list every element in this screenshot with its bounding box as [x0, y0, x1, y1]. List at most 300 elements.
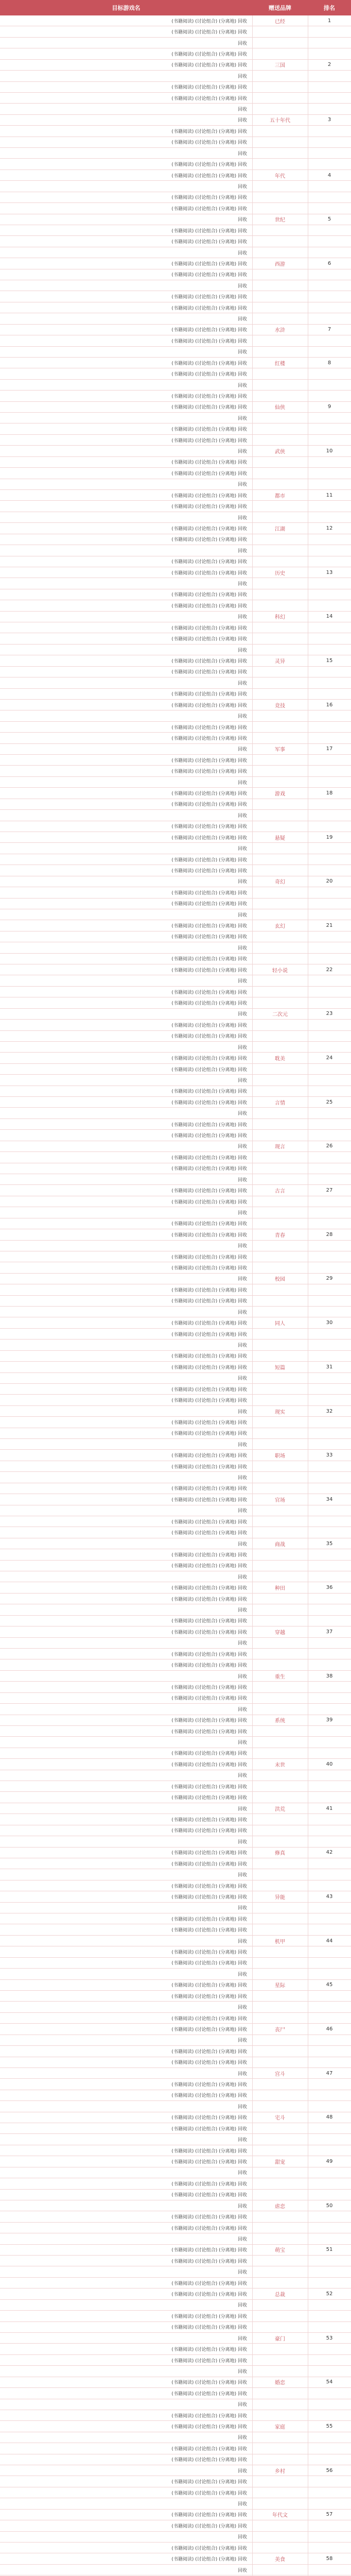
row-game-name: (书籍阅读) (讨论组合) (分离地) 回收 — [0, 1682, 252, 1692]
row-brand — [252, 2035, 308, 2046]
row-game-name: 回收 — [0, 1207, 252, 1218]
row-rank: 12 — [308, 523, 351, 534]
row-game-name: (书籍阅读) (讨论组合) (分离地) 回收 — [0, 402, 252, 413]
row-game-name: (书籍阅读) (讨论组合) (分离地) 回收 — [0, 899, 252, 909]
row-brand — [252, 126, 308, 137]
row-rank — [308, 2266, 351, 2277]
row-rank — [308, 1659, 351, 1670]
row-rank — [308, 203, 351, 214]
row-brand — [252, 1913, 308, 1924]
row-game-name: 回收 — [0, 1141, 252, 1152]
row-brand — [252, 2211, 308, 2222]
row-game-name: (书籍阅读) (讨论组合) (分离地) 回收 — [0, 1196, 252, 1207]
row-brand — [252, 2266, 308, 2277]
row-brand: 灵异 — [252, 655, 308, 666]
row-rank — [308, 2366, 351, 2377]
row-brand — [252, 710, 308, 721]
row-rank: 35 — [308, 1538, 351, 1549]
row-brand: 美食 — [252, 2553, 308, 2564]
row-game-name: 回收 — [0, 677, 252, 688]
row-brand — [252, 1075, 308, 1086]
row-brand — [252, 391, 308, 401]
row-brand — [252, 1351, 308, 1362]
row-brand — [252, 1163, 308, 1174]
row-brand — [252, 600, 308, 611]
row-brand — [252, 291, 308, 302]
row-brand — [252, 2190, 308, 2200]
row-game-name: (书籍阅读) (讨论组合) (分离地) 回收 — [0, 1792, 252, 1803]
row-brand: 总裁 — [252, 2289, 308, 2299]
row-game-name: 回收 — [0, 1174, 252, 1185]
row-game-name: (书籍阅读) (讨论组合) (分离地) 回收 — [0, 82, 252, 93]
row-brand: 短篇 — [252, 1362, 308, 1372]
row-rank — [308, 1108, 351, 1118]
row-brand: 世纪 — [252, 214, 308, 225]
row-brand — [252, 48, 308, 59]
row-rank: 34 — [308, 1494, 351, 1505]
row-game-name: (书籍阅读) (讨论组合) (分离地) 回收 — [0, 2421, 252, 2432]
row-brand: 古言 — [252, 1185, 308, 1196]
row-game-name: (书籍阅读) (讨论组合) (分离地) 回收 — [0, 225, 252, 236]
row-rank: 36 — [308, 1583, 351, 1594]
row-game-name: (书籍阅读) (讨论组合) (分离地) 回收 — [0, 832, 252, 843]
row-brand: 仙侠 — [252, 402, 308, 413]
row-rank: 38 — [308, 1671, 351, 1682]
row-rank — [308, 1351, 351, 1362]
row-game-name: (书籍阅读) (讨论组合) (分离地) 回收 — [0, 722, 252, 733]
row-rank — [308, 2443, 351, 2454]
row-rank: 41 — [308, 1803, 351, 1814]
row-rank — [308, 987, 351, 997]
row-rank — [308, 1825, 351, 1836]
row-brand — [252, 2057, 308, 2068]
row-brand: 耽美 — [252, 1053, 308, 1063]
row-brand — [252, 313, 308, 324]
row-rank — [308, 1340, 351, 1350]
row-rank: 53 — [308, 2333, 351, 2344]
row-game-name: (书籍阅读) (讨论组合) (分离地) 回收 — [0, 987, 252, 997]
row-game-name: (书籍阅读) (讨论组合) (分离地) 回收 — [0, 2112, 252, 2123]
row-rank — [308, 1869, 351, 1880]
row-game-name: (书籍阅读) (讨论组合) (分离地) 回收 — [0, 997, 252, 1008]
row-brand — [252, 689, 308, 700]
row-game-name: 回收 — [0, 975, 252, 986]
row-rank: 48 — [308, 2112, 351, 2123]
row-game-name: 回收 — [0, 2068, 252, 2079]
row-game-name: (书籍阅读) (讨论组合) (分离地) 回收 — [0, 1549, 252, 1560]
row-rank — [308, 2035, 351, 2046]
row-rank: 22 — [308, 964, 351, 975]
row-rank — [308, 2090, 351, 2101]
row-game-name: (书籍阅读) (讨论组合) (分离地) 回收 — [0, 1693, 252, 1704]
row-rank — [308, 578, 351, 589]
row-game-name: (书籍阅读) (讨论组合) (分离地) 回收 — [0, 2024, 252, 2035]
row-game-name: (书籍阅读) (讨论组合) (分离地) 回收 — [0, 622, 252, 633]
row-game-name: (书籍阅读) (讨论组合) (分离地) 回收 — [0, 325, 252, 335]
row-rank — [308, 534, 351, 545]
row-brand — [252, 435, 308, 446]
row-brand — [252, 2322, 308, 2333]
row-rank: 26 — [308, 1141, 351, 1152]
row-game-name: (书籍阅读) (讨论组合) (分离地) 回收 — [0, 26, 252, 37]
row-brand: 种田 — [252, 1583, 308, 1594]
row-brand — [252, 2543, 308, 2553]
row-game-name: (书籍阅读) (讨论组合) (分离地) 回收 — [0, 1825, 252, 1836]
row-rank: 9 — [308, 402, 351, 413]
row-game-name: 回收 — [0, 380, 252, 391]
row-game-name: 回收 — [0, 1472, 252, 1483]
row-rank — [308, 622, 351, 633]
row-brand — [252, 1880, 308, 1891]
row-game-name: 回收 — [0, 2565, 252, 2575]
row-brand — [252, 645, 308, 655]
row-rank — [308, 2145, 351, 2156]
row-game-name: 回收 — [0, 1604, 252, 1615]
row-brand: 官场 — [252, 1494, 308, 1505]
row-rank — [308, 2002, 351, 2012]
row-game-name: (书籍阅读) (讨论组合) (分离地) 回收 — [0, 269, 252, 280]
row-game-name: (书籍阅读) (讨论组合) (分离地) 回收 — [0, 2245, 252, 2256]
row-rank — [308, 1461, 351, 1472]
row-rank — [308, 1241, 351, 1251]
row-brand: 商战 — [252, 1538, 308, 1549]
row-rank — [308, 2454, 351, 2465]
row-rank: 32 — [308, 1406, 351, 1417]
row-brand — [252, 413, 308, 423]
row-brand — [252, 2090, 308, 2101]
row-rank — [308, 1119, 351, 1130]
row-brand — [252, 1925, 308, 1936]
row-rank: 23 — [308, 1009, 351, 1020]
row-game-name: (书籍阅读) (讨论组合) (分离地) 回收 — [0, 2013, 252, 2024]
row-game-name: (书籍阅读) (讨论组合) (分离地) 回收 — [0, 1119, 252, 1130]
row-rank: 45 — [308, 1980, 351, 1991]
row-brand — [252, 2123, 308, 2134]
row-game-name: 回收 — [0, 1737, 252, 1748]
row-brand — [252, 302, 308, 313]
row-game-name: 回收 — [0, 942, 252, 953]
row-rank — [308, 424, 351, 435]
row-brand — [252, 1373, 308, 1384]
row-game-name: (书籍阅读) (讨论组合) (分离地) 回收 — [0, 391, 252, 401]
row-rank: 3 — [308, 115, 351, 126]
row-game-name: 回收 — [0, 446, 252, 456]
row-rank — [308, 2344, 351, 2354]
row-game-name: (书籍阅读) (讨论组合) (分离地) 回收 — [0, 490, 252, 501]
row-rank: 14 — [308, 612, 351, 622]
row-game-name: 回收 — [0, 1274, 252, 1284]
row-rank — [308, 1152, 351, 1163]
row-rank — [308, 2322, 351, 2333]
row-game-name: 回收 — [0, 2532, 252, 2543]
row-brand — [252, 137, 308, 148]
row-brand — [252, 2443, 308, 2454]
row-game-name: 回收 — [0, 2266, 252, 2277]
row-game-name: (书籍阅读) (讨论组合) (分离地) 回收 — [0, 424, 252, 435]
row-game-name: (书籍阅读) (讨论组合) (分离地) 回收 — [0, 556, 252, 567]
row-brand — [252, 821, 308, 832]
row-game-name: 回收 — [0, 71, 252, 81]
row-game-name: (书籍阅读) (讨论组合) (分离地) 回收 — [0, 1086, 252, 1097]
row-rank: 33 — [308, 1450, 351, 1461]
row-rank: 40 — [308, 1759, 351, 1770]
row-game-name: (书籍阅读) (讨论组合) (分离地) 回收 — [0, 1031, 252, 1042]
row-brand — [252, 2167, 308, 2178]
row-brand — [252, 1561, 308, 1571]
row-brand: 重生 — [252, 1671, 308, 1682]
row-rank — [308, 181, 351, 192]
row-rank — [308, 1527, 351, 1538]
row-brand: 三国 — [252, 60, 308, 71]
row-brand — [252, 71, 308, 81]
row-game-name: (书籍阅读) (讨论组合) (分离地) 回收 — [0, 1748, 252, 1759]
row-game-name: (书籍阅读) (讨论组合) (分离地) 回收 — [0, 2344, 252, 2354]
row-brand — [252, 1329, 308, 1340]
row-game-name: (书籍阅读) (讨论组合) (分离地) 回收 — [0, 1130, 252, 1141]
row-rank: 1 — [308, 15, 351, 26]
row-game-name: (书籍阅读) (讨论组合) (分离地) 回收 — [0, 633, 252, 644]
row-game-name: (书籍阅读) (讨论组合) (分离地) 回收 — [0, 2079, 252, 2090]
row-game-name: 回收 — [0, 710, 252, 721]
row-rank — [308, 975, 351, 986]
row-brand — [252, 1659, 308, 1670]
row-brand — [252, 1571, 308, 1582]
row-brand: 萌宝 — [252, 2245, 308, 2256]
row-rank — [308, 2134, 351, 2145]
row-rank — [308, 2057, 351, 2068]
row-brand — [252, 1748, 308, 1759]
row-brand: 星际 — [252, 1980, 308, 1991]
row-brand — [252, 1174, 308, 1185]
row-rank: 6 — [308, 258, 351, 269]
row-game-name: (书籍阅读) (讨论组合) (分离地) 回收 — [0, 1594, 252, 1604]
row-game-name: (书籍阅读) (讨论组合) (分离地) 回收 — [0, 2156, 252, 2167]
row-rank — [308, 1958, 351, 1969]
row-game-name: (书籍阅读) (讨论组合) (分离地) 回收 — [0, 2410, 252, 2421]
row-rank — [308, 1516, 351, 1527]
row-rank — [308, 1726, 351, 1737]
row-brand: 丧尸 — [252, 2024, 308, 2035]
row-rank — [308, 2223, 351, 2233]
row-rank — [308, 1329, 351, 1340]
row-game-name: 回收 — [0, 2233, 252, 2244]
row-brand — [252, 1549, 308, 1560]
row-rank: 19 — [308, 832, 351, 843]
row-brand — [252, 810, 308, 821]
row-game-name: (书籍阅读) (讨论组合) (分离地) 回收 — [0, 192, 252, 203]
row-rank — [308, 2101, 351, 2112]
row-rank — [308, 104, 351, 114]
row-brand — [252, 556, 308, 567]
row-rank — [308, 1086, 351, 1097]
row-game-name: (书籍阅读) (讨论组合) (分离地) 回收 — [0, 2553, 252, 2564]
row-game-name: (书籍阅读) (讨论组合) (分离地) 回收 — [0, 1329, 252, 1340]
row-game-name: 回收 — [0, 1836, 252, 1847]
row-rank — [308, 710, 351, 721]
row-game-name: (书籍阅读) (讨论组合) (分离地) 回收 — [0, 887, 252, 898]
row-rank — [308, 26, 351, 37]
row-game-name: 回收 — [0, 843, 252, 854]
row-brand — [252, 247, 308, 258]
row-rank — [308, 1196, 351, 1207]
row-rank — [308, 755, 351, 766]
row-rank: 2 — [308, 60, 351, 71]
row-rank — [308, 2046, 351, 2057]
row-rank — [308, 1561, 351, 1571]
row-game-name: (书籍阅读) (讨论组合) (分离地) 回收 — [0, 1814, 252, 1825]
row-game-name: 回收 — [0, 578, 252, 589]
row-game-name: (书籍阅读) (讨论组合) (分离地) 回收 — [0, 1891, 252, 1902]
row-game-name: 回收 — [0, 1241, 252, 1251]
row-rank — [308, 1218, 351, 1229]
row-rank — [308, 1472, 351, 1483]
row-rank: 29 — [308, 1274, 351, 1284]
row-game-name: (书籍阅读) (讨论组合) (分离地) 回收 — [0, 2443, 252, 2454]
row-rank — [308, 1616, 351, 1626]
row-brand — [252, 2233, 308, 2244]
row-game-name: (书籍阅读) (讨论组合) (分离地) 回收 — [0, 1659, 252, 1670]
row-rank — [308, 843, 351, 854]
row-brand: 宫斗 — [252, 2068, 308, 2079]
row-brand — [252, 667, 308, 677]
row-rank — [308, 2388, 351, 2399]
row-rank — [308, 468, 351, 479]
row-brand — [252, 1307, 308, 1317]
row-rank: 21 — [308, 920, 351, 931]
row-brand: 都市 — [252, 490, 308, 501]
row-rank — [308, 667, 351, 677]
row-brand — [252, 865, 308, 876]
header-rank: 排名 — [308, 0, 351, 15]
row-brand: 武侠 — [252, 446, 308, 456]
row-game-name: 回收 — [0, 1869, 252, 1880]
row-game-name: (书籍阅读) (讨论组合) (分离地) 回收 — [0, 1649, 252, 1659]
row-rank — [308, 1428, 351, 1439]
row-game-name: (书籍阅读) (讨论组合) (分离地) 回收 — [0, 865, 252, 876]
row-brand — [252, 1781, 308, 1792]
row-brand — [252, 1251, 308, 1262]
row-rank: 46 — [308, 2024, 351, 2035]
row-brand: 红楼 — [252, 358, 308, 368]
row-brand — [252, 2178, 308, 2189]
row-rank — [308, 280, 351, 291]
row-brand: 已经 — [252, 15, 308, 26]
row-rank — [308, 1925, 351, 1936]
row-game-name: (书籍阅读) (讨论组合) (分离地) 回收 — [0, 954, 252, 964]
row-rank — [308, 2565, 351, 2575]
row-rank — [308, 148, 351, 159]
row-game-name: 回收 — [0, 1704, 252, 1715]
row-rank — [308, 1373, 351, 1384]
row-brand — [252, 534, 308, 545]
row-rank — [308, 2432, 351, 2443]
row-brand — [252, 512, 308, 523]
row-game-name: 回收 — [0, 1373, 252, 1384]
row-brand — [252, 1516, 308, 1527]
row-brand: 校园 — [252, 1274, 308, 1284]
row-rank — [308, 1682, 351, 1692]
row-rank — [308, 380, 351, 391]
row-game-name: (书籍阅读) (讨论组合) (分离地) 回收 — [0, 766, 252, 776]
row-game-name: (书籍阅读) (讨论组合) (分离地) 回收 — [0, 1715, 252, 1726]
row-rank: 43 — [308, 1891, 351, 1902]
row-game-name: (书籍阅读) (讨论组合) (分离地) 回收 — [0, 236, 252, 247]
row-game-name: (书籍阅读) (讨论组合) (分离地) 回收 — [0, 457, 252, 468]
row-game-name: (书籍阅读) (讨论组合) (分离地) 回收 — [0, 126, 252, 137]
row-brand — [252, 181, 308, 192]
row-brand — [252, 2565, 308, 2575]
row-game-name: (书籍阅读) (讨论组合) (分离地) 回收 — [0, 1925, 252, 1936]
row-game-name: (书籍阅读) (讨论组合) (分离地) 回收 — [0, 799, 252, 810]
row-brand: 修真 — [252, 1848, 308, 1858]
row-rank — [308, 2355, 351, 2366]
row-rank — [308, 1946, 351, 1957]
row-brand — [252, 159, 308, 170]
row-rank — [308, 2498, 351, 2509]
row-brand — [252, 622, 308, 633]
row-brand — [252, 2410, 308, 2421]
row-rank: 28 — [308, 1229, 351, 1240]
row-brand — [252, 2355, 308, 2366]
row-brand — [252, 1616, 308, 1626]
row-brand — [252, 1340, 308, 1350]
row-brand — [252, 192, 308, 203]
row-rank — [308, 1163, 351, 1174]
row-rank — [308, 225, 351, 236]
row-rank — [308, 93, 351, 104]
row-game-name: (书籍阅读) (讨论组合) (分离地) 回收 — [0, 1163, 252, 1174]
row-rank — [308, 2079, 351, 2090]
row-brand — [252, 93, 308, 104]
row-game-name: 回收 — [0, 2432, 252, 2443]
row-game-name: (书籍阅读) (讨论组合) (分离地) 回收 — [0, 2223, 252, 2233]
row-game-name: (书籍阅读) (讨论组合) (分离地) 回收 — [0, 1561, 252, 1571]
row-game-name: (书籍阅读) (讨论组合) (分离地) 回收 — [0, 2355, 252, 2366]
row-rank — [308, 1604, 351, 1615]
row-brand — [252, 280, 308, 291]
row-brand — [252, 1296, 308, 1307]
row-rank — [308, 1880, 351, 1891]
row-rank — [308, 2520, 351, 2531]
row-game-name: 回收 — [0, 1108, 252, 1118]
row-game-name: (书籍阅读) (讨论组合) (分离地) 回收 — [0, 203, 252, 214]
row-brand: 同人 — [252, 1317, 308, 1328]
row-rank — [308, 1395, 351, 1405]
row-brand — [252, 335, 308, 346]
row-rank — [308, 1439, 351, 1450]
row-brand: 悬疑 — [252, 832, 308, 843]
row-brand — [252, 2145, 308, 2156]
row-brand — [252, 1284, 308, 1295]
row-rank — [308, 1384, 351, 1395]
row-rank — [308, 391, 351, 401]
row-rank — [308, 1296, 351, 1307]
row-brand — [252, 777, 308, 788]
row-rank — [308, 38, 351, 48]
row-brand — [252, 2432, 308, 2443]
row-rank — [308, 82, 351, 93]
row-game-name: 回收 — [0, 2333, 252, 2344]
row-brand — [252, 1417, 308, 1428]
row-rank: 18 — [308, 788, 351, 799]
row-game-name: 回收 — [0, 1009, 252, 1020]
row-rank: 16 — [308, 700, 351, 710]
row-game-name: (书籍阅读) (讨论组合) (分离地) 回收 — [0, 567, 252, 578]
row-brand — [252, 909, 308, 920]
row-brand — [252, 2454, 308, 2465]
row-game-name: (书籍阅读) (讨论组合) (分离地) 回收 — [0, 667, 252, 677]
row-game-name: (书籍阅读) (讨论组合) (分离地) 回收 — [0, 2178, 252, 2189]
